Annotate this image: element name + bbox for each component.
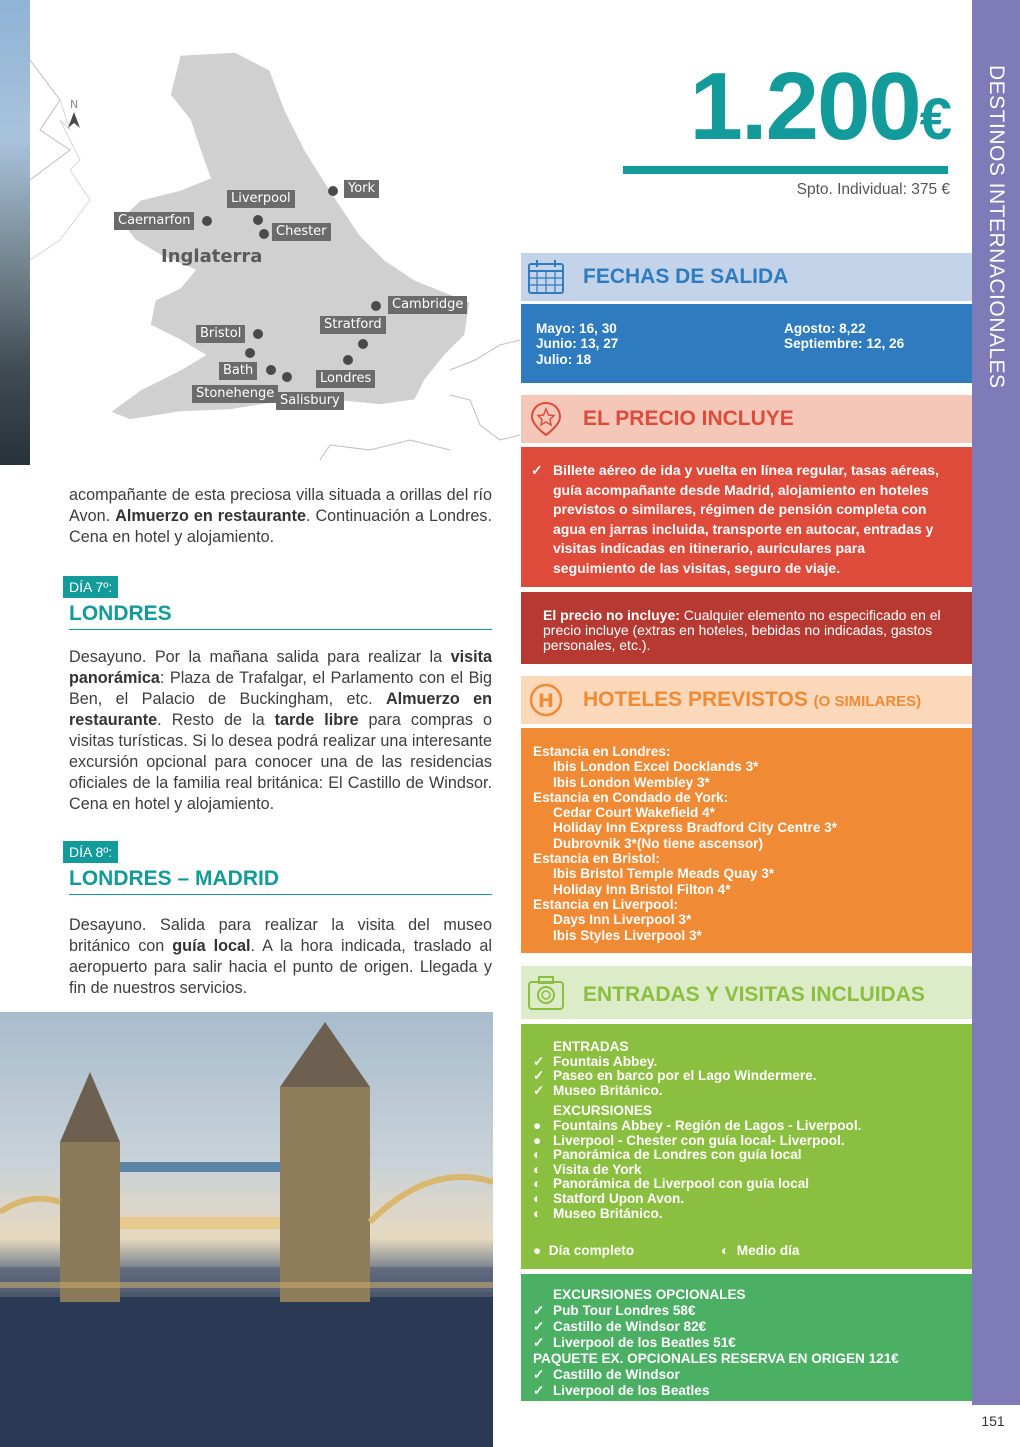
check-icon: ✓	[533, 1335, 545, 1350]
check-icon: ✓	[533, 1053, 545, 1069]
full-day-icon: ●	[533, 1243, 542, 1258]
optional-item	[533, 1335, 958, 1351]
day8-paragraph	[69, 915, 492, 999]
legend-half-text: Medio día	[736, 1243, 800, 1258]
map-dot-chester	[259, 229, 269, 239]
price-amount	[620, 52, 950, 175]
hotel-stay: Estancia en Londres:	[533, 744, 671, 759]
day7-bold-1: visita panorámica	[69, 648, 492, 687]
map-dot-liverpool	[253, 215, 263, 225]
entrada-item	[533, 1084, 958, 1099]
date-line: Agosto: 8,22	[784, 321, 866, 336]
entrada-item	[533, 1055, 958, 1070]
optional-package: PAQUETE EX. OPCIONALES RESERVA EN ORIGEN 121€	[533, 1351, 899, 1366]
map-city-londres: Londres	[316, 370, 375, 388]
hotel-item: Ibis London Wembley 3*	[553, 774, 710, 790]
excursion-text: Panorámica de Londres con guía local	[553, 1147, 802, 1163]
day7-text-3: . Resto de la	[157, 711, 275, 729]
excursion-item	[533, 1119, 958, 1134]
day7-text-2: : Plaza de Trafalgar, el Parlamento con el Big Ben, el Palacio de Buckingham, etc.	[69, 669, 492, 708]
half-day-icon: ◐	[533, 1176, 542, 1192]
map-city-stonehenge: Stonehenge	[192, 385, 278, 403]
date-line: Mayo: 16, 30	[536, 321, 617, 336]
excursion-text: Statford Upon Avon.	[553, 1190, 685, 1206]
dates-box	[521, 304, 972, 383]
half-day-icon: ◐	[533, 1205, 542, 1221]
intro-paragraph	[69, 485, 492, 548]
hotel-item: Dubrovnik 3*(No tiene ascensor)	[553, 835, 763, 851]
half-day-icon: ◐	[533, 1161, 542, 1177]
legend-half-day	[721, 1244, 799, 1259]
check-icon: ✓	[533, 1303, 545, 1318]
hotel-stay: Estancia en Bristol:	[533, 851, 660, 867]
tower-bridge-illustration	[0, 1012, 493, 1447]
map-city-bath: Bath	[219, 362, 257, 380]
entrada-text: Paseo en barco por el Lago Windermere.	[553, 1068, 817, 1084]
hotel-item: Ibis London Excel Docklands 3*	[553, 759, 759, 775]
date-line: Junio: 13, 27	[536, 336, 619, 352]
england-map	[30, 40, 520, 470]
entrada-text: Fountais Abbey.	[553, 1053, 658, 1069]
map-city-caernarfon: Caernarfon	[114, 212, 194, 230]
map-city-salisbury: Salisbury	[276, 392, 344, 410]
excursion-item	[533, 1207, 958, 1222]
package-item	[533, 1383, 958, 1399]
optional-text: Castillo de Windsor 82€	[553, 1319, 707, 1334]
map-dot-caernarfon	[202, 216, 212, 226]
hotel-item: Cedar Court Wakefield 4*	[553, 805, 715, 821]
price-currency: €	[919, 87, 950, 152]
map-dot-londres	[343, 355, 353, 365]
excursion-item	[533, 1163, 958, 1178]
optional-box	[521, 1274, 972, 1401]
day8-bold-1: guía local	[172, 937, 251, 955]
hotel-item: Ibis Styles Liverpool 3*	[553, 927, 702, 943]
date-line: Julio: 18	[536, 351, 592, 367]
optional-text: Pub Tour Londres 58€	[553, 1303, 696, 1318]
calendar-icon	[527, 259, 565, 295]
excursiones-label: EXCURSIONES	[553, 1103, 652, 1119]
includes-title: EL PRECIO INCLUYE	[583, 407, 794, 430]
dates-title: FECHAS DE SALIDA	[583, 265, 789, 288]
svg-text:N: N	[70, 98, 79, 111]
map-dot-stratford	[358, 339, 368, 349]
map-city-cambridge: Cambridge	[388, 296, 467, 314]
map-city-chester: Chester	[272, 223, 331, 241]
day7-bold-2: Almuerzo en restaurante	[69, 690, 492, 729]
full-day-icon: ●	[533, 1117, 542, 1133]
hotels-subtitle: (O SIMILARES)	[813, 693, 922, 710]
hotels-header	[521, 676, 972, 724]
day8-badge: DÍA 8º:	[63, 841, 118, 863]
entradas-label: ENTRADAS	[553, 1039, 629, 1054]
excursion-text: Liverpool - Chester con guía local- Liverpool.	[553, 1132, 845, 1148]
intro-bold: Almuerzo en restaurante	[115, 507, 306, 525]
map-dot-bristol-2	[245, 348, 255, 358]
visits-box	[521, 1024, 972, 1269]
includes-header	[521, 395, 972, 443]
hotel-item: Days Inn Liverpool 3*	[553, 912, 692, 928]
excursion-text: Visita de York	[553, 1161, 642, 1177]
legend-full-day	[533, 1244, 634, 1259]
optional-item	[533, 1303, 958, 1319]
not-includes-text: Cualquier elemento no especificado en el precio incluye (extras en hoteles, bebidas no indicadas, gastos personales, etc.).	[543, 607, 941, 653]
hotel-item: Holiday Inn Bristol Filton 4*	[553, 881, 731, 897]
day7-text-1: Desayuno. Por la mañana salida para realizar la	[69, 648, 451, 666]
day7-title: LONDRES	[69, 602, 492, 630]
map-dot-stonehenge	[282, 372, 292, 382]
tower-bridge-photo	[0, 1012, 493, 1447]
optional-text: Liverpool de los Beatles 51€	[553, 1335, 736, 1350]
excursion-text: Fountains Abbey - Región de Lagos - Liverpool.	[553, 1117, 862, 1133]
visits-header	[521, 966, 972, 1019]
check-icon: ✓	[531, 462, 543, 478]
excursion-item	[533, 1134, 958, 1149]
price-value: 1.200	[689, 53, 920, 160]
day7-bold-3: tarde libre	[274, 711, 359, 729]
intro-text: acompañante de esta preciosa villa situada a orillas del río Avon.	[69, 486, 492, 525]
dates-right-column	[784, 321, 904, 352]
check-icon: ✓	[533, 1383, 545, 1398]
excursion-text: Museo Británico.	[553, 1205, 663, 1221]
package-text: Liverpool de los Beatles	[553, 1383, 710, 1398]
includes-box	[521, 447, 972, 587]
map-city-stratford: Stratford	[320, 316, 386, 334]
half-day-icon: ◐	[533, 1190, 542, 1206]
map-city-liverpool: Liverpool	[227, 190, 295, 208]
map-dot-york	[328, 186, 338, 196]
not-includes-label: El precio no incluye:	[543, 607, 680, 623]
visits-title: ENTRADAS Y VISITAS INCLUIDAS	[583, 983, 925, 1006]
hotels-box	[521, 728, 972, 953]
half-day-icon: ◐	[721, 1243, 730, 1258]
optional-item	[533, 1319, 958, 1335]
check-icon: ✓	[533, 1082, 545, 1098]
excursion-item	[533, 1148, 958, 1163]
map-dot-cambridge	[371, 301, 381, 311]
map-dot-bristol	[253, 329, 263, 339]
not-includes-box	[521, 592, 972, 664]
check-icon: ✓	[533, 1319, 545, 1334]
optional-title: EXCURSIONES OPCIONALES	[553, 1287, 746, 1302]
legend-full-text: Día completo	[548, 1243, 635, 1258]
map-city-york: York	[344, 180, 379, 198]
entrada-text: Museo Británico.	[553, 1082, 663, 1098]
entrada-item	[533, 1069, 958, 1084]
page-number: 151	[981, 1413, 1005, 1429]
day8-text-2: . A la hora indicada, traslado al aeropuerto para salir hacia el punto de origen. Llegada y fin de nuestros servicios.	[69, 937, 492, 997]
day7-badge: DÍA 7º:	[63, 576, 118, 598]
hotel-icon	[527, 682, 565, 718]
day8-text-1: Desayuno. Salida para realizar la visita del museo británico con	[69, 916, 492, 955]
intro-text-2: . Continuación a Londres. Cena en hotel y alojamiento.	[69, 507, 492, 546]
includes-text: Billete aéreo de ida y vuelta en línea regular, tasas aéreas, guía acompañante desde Madrid, alojamiento en hoteles previstos o similares, régimen de pensión completa con agua en jarras incluida, transporte en autocar, entradas y visitas indicadas en itinerario, auriculares para seguimiento de las visitas, seguro de viaje.	[553, 462, 939, 576]
single-supplement: Spto. Individual: 375 €	[796, 181, 950, 198]
camera-icon	[527, 975, 565, 1011]
half-day-icon: ◐	[533, 1147, 542, 1163]
map-dot-bath	[266, 365, 276, 375]
price-underline	[623, 166, 948, 174]
day7-paragraph	[69, 647, 492, 815]
excursion-item	[533, 1177, 958, 1192]
map-city-bristol: Bristol	[196, 325, 245, 343]
hotel-stay: Estancia en Condado de York:	[533, 789, 729, 805]
check-icon: ✓	[533, 1367, 545, 1382]
package-item	[533, 1367, 958, 1383]
dates-left-column	[536, 321, 618, 367]
day7-text-4: para compras o visitas turísticas. Si lo desea podrá realizar una interesante excursión opcional para conocer una de las residencias oficiales de la familia real británica: El Castillo de Windsor. Cena en hotel y alojamiento.	[69, 711, 492, 813]
package-text: Castillo de Windsor	[553, 1367, 680, 1382]
city-photo-strip	[0, 0, 30, 465]
map-country-label: Inglaterra	[161, 246, 263, 267]
england-map-shape	[30, 40, 520, 470]
hotels-title	[583, 688, 921, 712]
hotel-stay: Estancia en Liverpool:	[533, 896, 679, 912]
hotel-item: Holiday Inn Express Bradford City Centre 3*	[553, 820, 838, 836]
full-day-icon: ●	[533, 1132, 542, 1148]
excursion-text: Panorámica de Liverpool con guía local	[553, 1176, 810, 1192]
price-tag-icon	[527, 401, 565, 437]
date-line: Septiembre: 12, 26	[784, 336, 905, 352]
excursion-item	[533, 1192, 958, 1207]
day8-title: LONDRES – MADRID	[69, 867, 492, 895]
hotels-title-text: HOTELES PREVISTOS	[583, 688, 808, 711]
check-icon: ✓	[533, 1068, 545, 1084]
svg-text:H: H	[538, 690, 554, 712]
dates-header	[521, 253, 972, 301]
hotel-item: Ibis Bristol Temple Meads Quay 3*	[553, 866, 775, 882]
section-side-tab-label: DESTINOS INTERNACIONALES	[985, 65, 1008, 389]
